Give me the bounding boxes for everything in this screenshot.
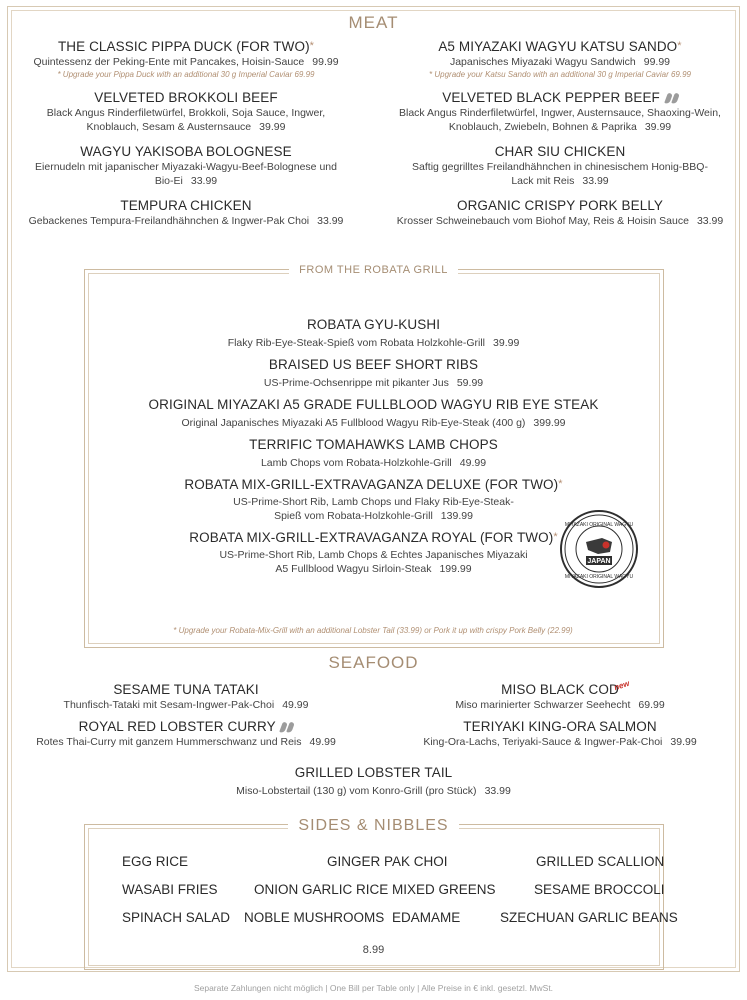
- item-description: Krosser Schweinebauch vom Biohof May, Reis & Hoisin Sauce: [396, 215, 689, 227]
- menu-item: [6, 89, 366, 134]
- item-description: Miso marinierter Schwarzer Seehecht: [455, 699, 631, 711]
- item-description: King-Ora-Lachs, Teriyaki-Sauce & Ingwer-Pak-Choi: [423, 736, 663, 748]
- seafood-left-column: [6, 681, 366, 749]
- side-item: GRILLED SCALLION: [536, 854, 665, 869]
- menu-item: [100, 396, 647, 430]
- item-description: Japanisches Miyazaki Wagyu Sandwich: [449, 56, 636, 68]
- menu-item: [6, 681, 366, 712]
- item-name: ORGANIC CRISPY PORK BELLY: [456, 198, 664, 213]
- side-item: EGG RICE: [122, 854, 189, 869]
- chili-icon: [287, 721, 295, 733]
- item-name: TERIYAKI KING-ORA SALMON: [463, 719, 657, 734]
- item-price: 39.99: [259, 121, 286, 133]
- item-name: MISO BLACK COD: [501, 682, 619, 697]
- upsell-note: * Upgrade your Katsu Sando with an additional 30 g Imperial Caviar 69.99: [429, 70, 691, 79]
- item-description: Quintessenz der Peking-Ente mit Pancakes, Hoisin-Sauce: [33, 56, 305, 68]
- item-price: 199.99: [439, 563, 472, 575]
- side-item: SPINACH SALAD: [122, 910, 231, 925]
- item-price: 49.99: [282, 699, 309, 711]
- item-name: THE CLASSIC PIPPA DUCK (FOR TWO): [57, 39, 310, 54]
- item-description: Eiernudeln mit japanischer Miyazaki-Wagyu-Beef-Bolognese und Bio-Ei: [35, 161, 337, 187]
- menu-item: [380, 718, 740, 749]
- meat-right-column: [380, 38, 740, 228]
- menu-item: [380, 89, 740, 134]
- side-item: EDAMAME: [392, 910, 461, 925]
- item-description: Rotes Thai-Curry mit ganzem Hummerschwanz und Reis: [36, 736, 302, 748]
- menu-item: [380, 143, 740, 188]
- item-name: TEMPURA CHICKEN: [120, 198, 252, 213]
- side-item: SZECHUAN GARLIC BEANS: [500, 910, 678, 925]
- seafood-right-column: [380, 678, 740, 749]
- seal-ring-top: MIYAZAKI ORIGINAL WAGYU: [564, 522, 634, 528]
- item-price: 33.99: [190, 175, 218, 187]
- meat-section-title: MEAT: [348, 13, 399, 32]
- item-description: US-Prime-Ochsenrippe mit pikanter Jus: [263, 377, 449, 389]
- item-price: 33.99: [582, 175, 609, 187]
- item-price: 139.99: [440, 510, 473, 522]
- side-item: GINGER PAK CHOI: [327, 854, 448, 869]
- footer-note: Separate Zahlungen nicht möglich | One Bill per Table only | Alle Preise in € inkl. gesetzl. MwSt.: [193, 983, 554, 993]
- side-item: ONION GARLIC RICE: [254, 882, 389, 897]
- menu-item: [380, 197, 740, 228]
- item-description: Thunfisch-Tataki mit Sesam-Ingwer-Pak-Choi: [63, 699, 275, 711]
- side-item: SESAME BROCCOLI: [534, 882, 665, 897]
- item-price: 33.99: [317, 215, 344, 227]
- item-name: VELVETED BLACK PEPPER BEEF: [442, 90, 660, 105]
- menu-item: [380, 678, 740, 712]
- chili-icon: [671, 92, 679, 104]
- item-description: Original Japanisches Miyazaki A5 Fullblood Wagyu Rib-Eye-Steak (400 g): [181, 417, 526, 429]
- item-price: 33.99: [696, 215, 724, 227]
- item-price: 39.99: [670, 736, 697, 748]
- asterisk: *: [558, 478, 563, 490]
- menu-item: [100, 356, 647, 390]
- item-price: 39.99: [644, 121, 672, 133]
- item-name: ROYAL RED LOBSTER CURRY: [78, 719, 276, 734]
- item-description: Black Angus Rinderfiletwürfel, Brokkoli, Soja Sauce, Ingwer, Knoblauch, Sesam & Austernsauce: [46, 107, 326, 133]
- item-price: 59.99: [456, 377, 484, 389]
- robata-title-text: FROM THE ROBATA GRILL: [289, 264, 458, 276]
- item-name: BRAISED US BEEF SHORT RIBS: [268, 357, 479, 372]
- item-price: 99.99: [312, 56, 339, 68]
- item-price: 33.99: [484, 785, 511, 797]
- item-description: Saftig gegrilltes Freilandhähnchen in chinesischem Honig-BBQ-Lack mit Reis: [412, 161, 708, 187]
- side-item: WASABI FRIES: [122, 882, 218, 897]
- item-name: CHAR SIU CHICKEN: [494, 144, 626, 159]
- item-price: 49.99: [459, 457, 487, 469]
- item-description: Lamb Chops vom Robata-Holzkohle-Grill: [260, 457, 452, 469]
- asterisk: *: [677, 40, 682, 52]
- item-name: ORIGINAL MIYAZAKI A5 GRADE FULLBLOOD WAGYU RIB EYE STEAK: [148, 397, 599, 412]
- miyazaki-wagyu-seal-logo: [560, 510, 638, 588]
- item-price: 69.99: [638, 699, 665, 711]
- item-name: A5 MIYAZAKI WAGYU KATSU SANDO: [438, 39, 678, 54]
- item-price: 99.99: [643, 56, 671, 68]
- upsell-note: * Upgrade your Pippa Duck with an additional 30 g Imperial Caviar 69.99: [57, 70, 315, 79]
- item-name: SESAME TUNA TATAKI: [113, 682, 259, 697]
- item-name: ROBATA MIX-GRILL-EXTRAVAGANZA ROYAL (FOR TWO): [189, 530, 554, 545]
- robata-section-title: [0, 264, 747, 276]
- menu-item: [6, 197, 366, 228]
- item-name: GRILLED LOBSTER TAIL: [294, 765, 453, 780]
- seafood-center: [100, 764, 647, 798]
- menu-item: [380, 38, 740, 81]
- item-description: Miso-Lobstertail (130 g) vom Konro-Grill (pro Stück): [236, 785, 477, 797]
- asterisk: *: [309, 40, 315, 52]
- item-description: US-Prime-Short Rib, Lamb Chops & Echtes Japanisches Miyazaki A5 Fullblood Wagyu Sirloin-Steak: [219, 549, 528, 575]
- item-description: Gebackenes Tempura-Freilandhähnchen & Ingwer-Pak Choi: [28, 215, 310, 227]
- menu-item: [6, 38, 366, 81]
- sides-section-title: [0, 817, 747, 835]
- menu-item: [6, 143, 366, 188]
- item-name: VELVETED BROKKOLI BEEF: [94, 90, 278, 105]
- item-price: 39.99: [493, 337, 520, 349]
- item-name: WAGYU YAKISOBA BOLOGNESE: [80, 144, 292, 159]
- seafood-section-title: SEAFOOD: [328, 653, 419, 672]
- item-description: Black Angus Rinderfiletwürfel, Ingwer, Austernsauce, Shaoxing-Wein, Knoblauch, Zwiebeln, Bohnen & Paprika: [399, 107, 721, 133]
- menu-item: [6, 718, 366, 749]
- new-badge: new: [612, 678, 631, 693]
- menu-item: [100, 764, 647, 798]
- sides-title-text: SIDES & NIBBLES: [288, 817, 458, 834]
- seal-center: JAPAN: [587, 558, 611, 565]
- menu-item: [100, 436, 647, 470]
- sides-price: 8.99: [362, 944, 385, 956]
- menu-item: [100, 316, 647, 350]
- item-name: ROBATA MIX-GRILL-EXTRAVAGANZA DELUXE (FOR TWO): [184, 477, 559, 492]
- seal-ring-bottom: MIYAZAKI ORIGINAL WAGYU: [564, 574, 634, 580]
- asterisk: *: [553, 531, 558, 543]
- side-item: NOBLE MUSHROOMS: [244, 910, 385, 925]
- item-description: Flaky Rib-Eye-Steak-Spieß vom Robata Holzkohle-Grill: [227, 337, 486, 349]
- robata-upsell-note: * Upgrade your Robata-Mix-Grill with an additional Lobster Tail (33.99) or Pork it up with crispy Pork Belly (22.99): [173, 626, 573, 635]
- item-name: TERRIFIC TOMAHAWKS LAMB CHOPS: [249, 437, 498, 452]
- item-description: US-Prime-Short Rib, Lamb Chops und Flaky Rib-Eye-Steak-Spieß vom Robata-Holzkohle-Grill: [233, 496, 514, 522]
- item-price: 49.99: [309, 736, 336, 748]
- item-name: ROBATA GYU-KUSHI: [306, 317, 441, 332]
- item-price: 399.99: [533, 417, 566, 429]
- side-item: MIXED GREENS: [392, 882, 496, 897]
- meat-left-column: [6, 38, 366, 228]
- seal-graphic: [562, 512, 636, 586]
